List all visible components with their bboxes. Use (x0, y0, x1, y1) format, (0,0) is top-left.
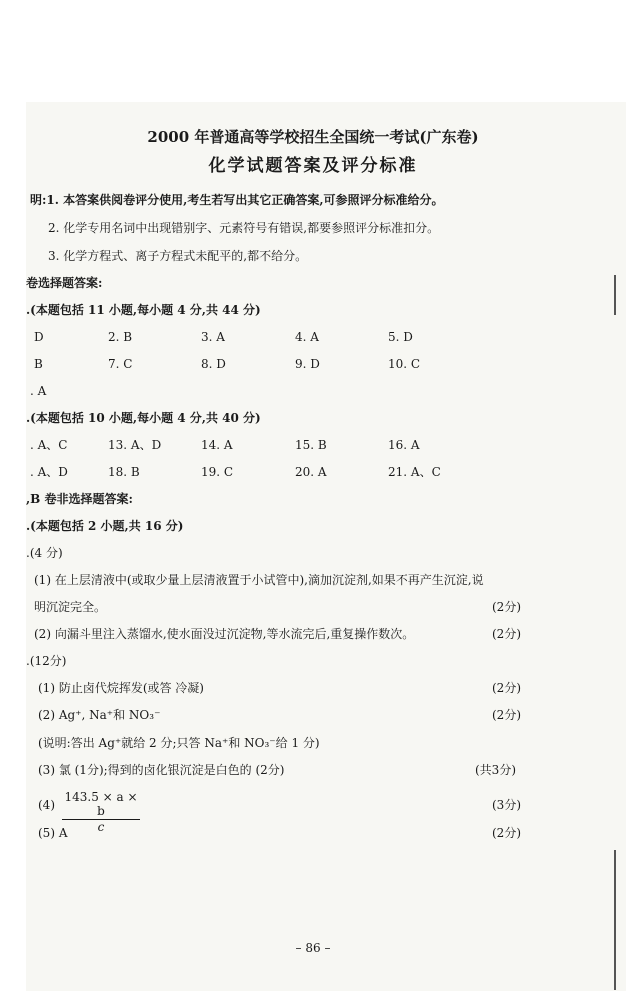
fraction-numerator: 143.5 × a × b (62, 790, 140, 820)
answer-text: (2) Ag⁺, Na⁺和 NO₃⁻ (38, 708, 161, 722)
scan-edge-mark (614, 850, 616, 990)
question-label: .(4 分) (26, 546, 63, 560)
answer-cell: 21. A、C (388, 465, 441, 479)
answer-cell: 8. D (201, 357, 226, 371)
answer-cell: . A (30, 384, 47, 398)
answer-text: (1) 防止卤代烷挥发(或答 冷凝) (38, 681, 204, 695)
answer-cell: 9. D (295, 357, 320, 371)
answer-cell: 13. A、D (108, 438, 162, 452)
answer-cell: 18. B (108, 465, 140, 479)
document-subtitle: 化学试题答案及评分标准 (208, 156, 418, 176)
score-label: (3分) (492, 798, 521, 812)
score-label: (2分) (492, 681, 521, 695)
answer-cell: 4. A (295, 330, 319, 344)
answer-cell: . A、C (30, 438, 68, 452)
scan-edge-mark (614, 275, 616, 315)
document-title: 2000 年普通高等学校招生全国统一考试(广东卷) (147, 128, 479, 146)
note-3: 3. 化学方程式、离子方程式未配平的,都不给分。 (48, 249, 308, 263)
answer-cell: 2. B (108, 330, 133, 344)
question-label: .(12分) (26, 654, 67, 668)
answer-cell: D (34, 330, 44, 344)
score-label: (2分) (492, 600, 521, 614)
answer-text: (3) 氯 (1分);得到的卤化银沉淀是白色的 (2分) (38, 763, 285, 777)
score-label: (2分) (492, 826, 521, 840)
note-2: 2. 化学专用名词中出现错别字、元素符号有错误,都要参照评分标准扣分。 (48, 221, 440, 235)
score-label: (2分) (492, 627, 521, 641)
answer-text: (1) 在上层清液中(或取少量上层清液置于小试管中),滴加沉淀剂,如果不再产生沉淀,说 (34, 573, 484, 587)
answer-cell: 3. A (201, 330, 225, 344)
answer-note: (说明:答出 Ag⁺就给 2 分;只答 Na⁺和 NO₃⁻给 1 分) (38, 736, 320, 750)
answer-text: (5) A (38, 826, 68, 840)
note-1: 明:1. 本答案供阅卷评分使用,考生若写出其它正确答案,可参照评分标准给分。 (30, 193, 444, 207)
answer-text: 明沉淀完全。 (34, 600, 107, 614)
answer-cell: 5. D (388, 330, 413, 344)
section-b-heading: ,B 卷非选择题答案: (26, 492, 133, 506)
fraction-denominator: c (97, 820, 105, 834)
score-label: (2分) (492, 708, 521, 722)
answer-cell: B (34, 357, 43, 371)
page-number: – 86 – (295, 941, 331, 955)
answer-cell: . A、D (30, 465, 68, 479)
answer-cell: 19. C (201, 465, 234, 479)
section-a-heading: 卷选择题答案: (26, 276, 103, 290)
answer-cell: 20. A (295, 465, 327, 479)
answer-cell: 15. B (295, 438, 327, 452)
part1-heading: .(本题包括 11 小题,每小题 4 分,共 44 分) (26, 303, 261, 317)
answer-cell: 10. C (388, 357, 421, 371)
formula-fraction (62, 790, 140, 834)
answer-text: (4) (38, 798, 55, 812)
answer-cell: 16. A (388, 438, 420, 452)
part2-heading: .(本题包括 10 小题,每小题 4 分,共 40 分) (26, 411, 261, 425)
answer-text: (2) 向漏斗里注入蒸馏水,使水面没过沉淀物,等水流完后,重复操作数次。 (34, 627, 415, 641)
part3-heading: .(本题包括 2 小题,共 16 分) (26, 519, 184, 533)
answer-cell: 7. C (108, 357, 133, 371)
answer-cell: 14. A (201, 438, 233, 452)
score-label: (共3分) (475, 763, 516, 777)
